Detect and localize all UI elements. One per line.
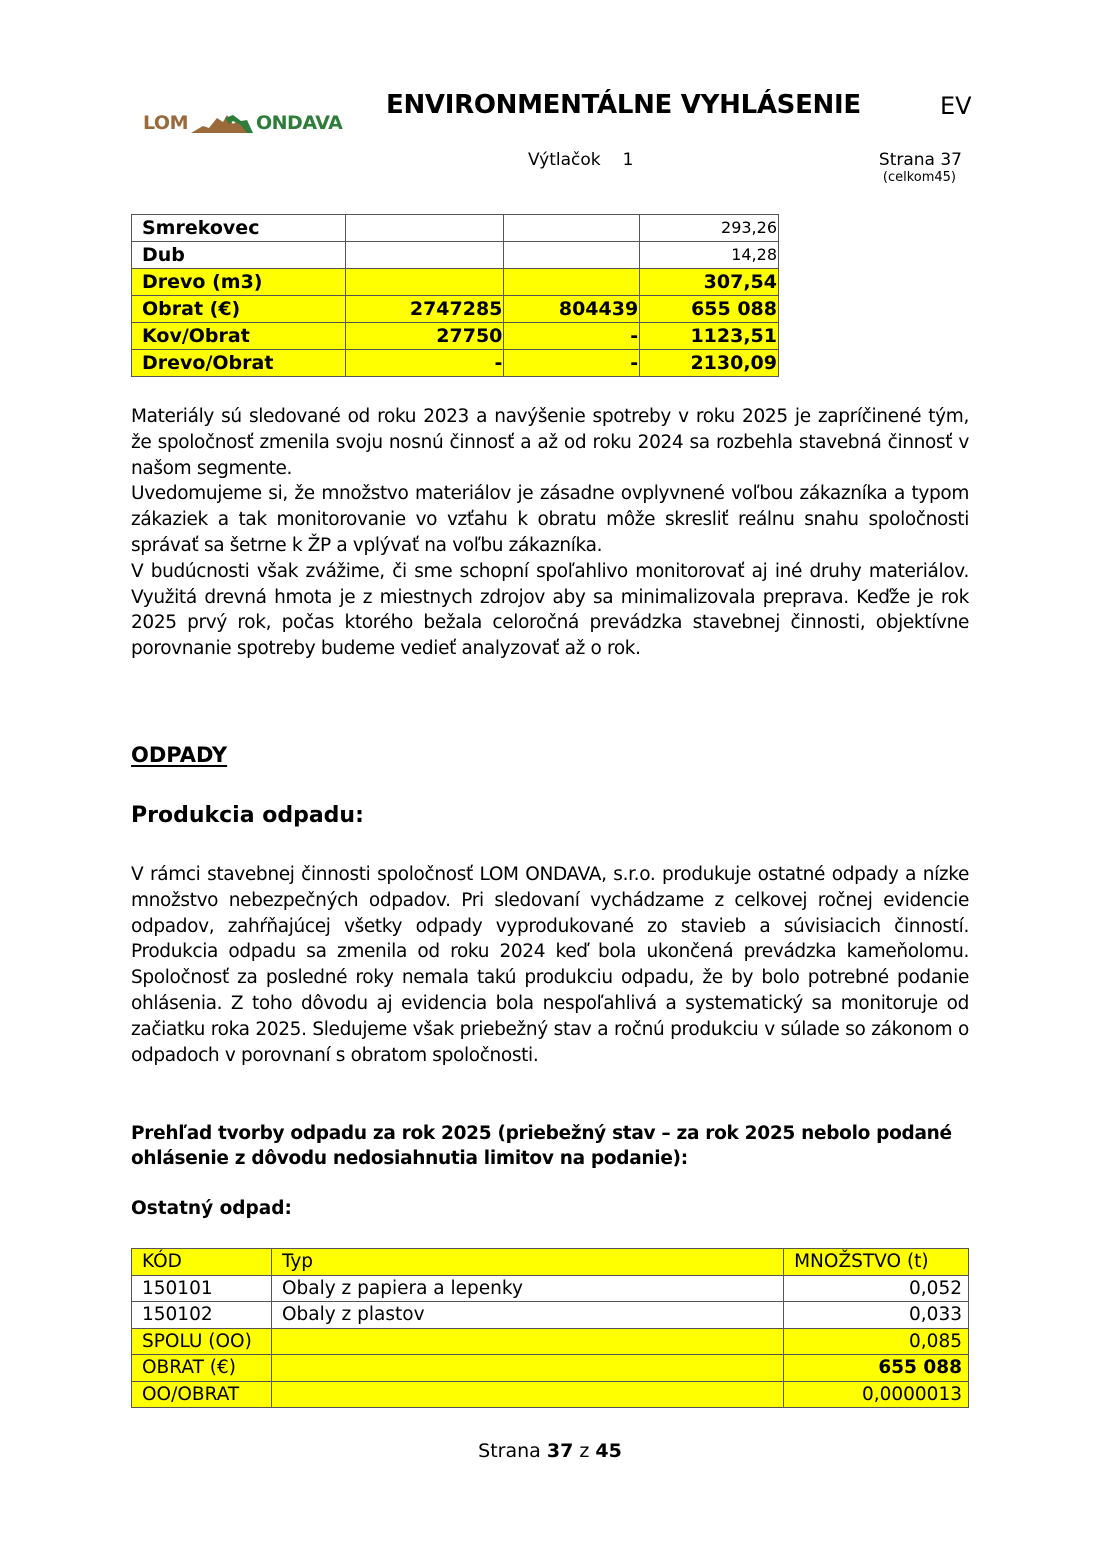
row-label: Dub <box>132 242 346 269</box>
cell-code: OBRAT (€) <box>132 1355 272 1382</box>
cell-qty: 0,085 <box>784 1328 969 1355</box>
cell: 804439 <box>504 296 640 323</box>
document-title: ENVIRONMENTÁLNE VYHLÁSENIE <box>386 90 861 120</box>
company-logo <box>143 108 343 138</box>
cell: - <box>345 350 504 377</box>
logo-text-lom: LOM <box>143 112 188 134</box>
cell <box>504 269 640 296</box>
table-row <box>132 296 779 323</box>
cell-value: 1123,51 <box>640 323 779 350</box>
cell-value: 2130,09 <box>640 350 779 377</box>
footer-page: 37 <box>546 1440 574 1462</box>
cell <box>504 215 640 242</box>
table-row <box>132 1275 969 1302</box>
column-header: MNOŽSTVO (t) <box>784 1249 969 1276</box>
paragraph: V budúcnosti však zvážime, či sme schopní spoľahlivo monitorovať aj iné druhy materiálov. Využitá drevná hmota je z miestnych zdrojov aby sa minimalizovala preprava. Keďže je rok 2025 prvý rok, počas ktorého bežala celoročná prevádzka stavebnej činnosti, objektívne porovnanie spotreby budeme vedieť analyzovať až o rok. <box>131 560 969 660</box>
materials-text <box>131 404 969 662</box>
row-label: Smrekovec <box>132 215 346 242</box>
cell-value: 307,54 <box>640 269 779 296</box>
footer-sep: z <box>579 1440 590 1462</box>
materials-table <box>131 214 779 377</box>
waste-intro <box>131 862 969 1068</box>
subsection-heading: Produkcia odpadu: <box>131 803 364 828</box>
cell-type <box>271 1355 783 1382</box>
cell-code: OO/OBRAT <box>132 1381 272 1408</box>
row-label: Kov/Obrat <box>132 323 346 350</box>
cell-type <box>271 1328 783 1355</box>
table-row <box>132 269 779 296</box>
row-label: Obrat (€) <box>132 296 346 323</box>
table-row <box>132 1302 969 1329</box>
footer-total: 45 <box>595 1440 622 1462</box>
cell: - <box>504 350 640 377</box>
cell-value: 293,26 <box>640 215 779 242</box>
cell-code: 150101 <box>132 1275 272 1302</box>
cell <box>504 242 640 269</box>
copy-label: Výtlačok <box>528 150 601 170</box>
cell-value: 14,28 <box>640 242 779 269</box>
document-code: EV <box>940 92 972 120</box>
table-row <box>132 350 779 377</box>
cell-code: 150102 <box>132 1302 272 1329</box>
cell-value: 655 088 <box>640 296 779 323</box>
paragraph: V rámci stavebnej činnosti spoločnosť LOM ONDAVA, s.r.o. produkuje ostatné odpady a nízke množstvo nebezpečných odpadov. Pri sledovaní vychádzame z celkovej ročnej evidencie odpadov, zahŕňajúcej všetky odpady vyprodukované zo stavieb a súvisiacich činností. Produkcia odpadu sa zmenila od roku 2024 keď bola ukončená prevádzka kameňolomu. Spoločnosť za posledné roky nemala takú produkciu odpadu, že by bolo potrebné podanie ohlásenia. Z toho dôvodu aj evidencia bola nespoľahlivá a systematický sa monitoruje od začiatku roka 2025. Sledujeme však priebežný stav a ročnú produkciu v súlade so zákonom o odpadoch v porovnaní s obratom spoločnosti. <box>131 864 969 1066</box>
footer-prefix: Strana <box>478 1440 541 1462</box>
column-header: Typ <box>271 1249 783 1276</box>
copy-number: 1 <box>622 150 634 170</box>
row-label: Drevo (m3) <box>132 269 346 296</box>
cell-qty: 0,033 <box>784 1302 969 1329</box>
overview-heading: Prehľad tvorby odpadu za rok 2025 (priebežný stav – za rok 2025 nebolo podané ohlásenie z dôvodu nedosiahnutia limitov na podanie): <box>131 1123 952 1169</box>
table-row <box>132 1381 969 1408</box>
cell: 27750 <box>345 323 504 350</box>
table-row <box>132 323 779 350</box>
table-row <box>132 1328 969 1355</box>
page-info <box>874 150 962 185</box>
paragraph: Materiály sú sledované od roku 2023 a navýšenie spotreby v roku 2025 je zapríčinené tým, že spoločnosť zmenila svoju nosnú činnosť a až od roku 2024 sa rozbehla stavebná činnosť v našom segmente. <box>131 406 969 479</box>
cell-code: SPOLU (OO) <box>132 1328 272 1355</box>
cell-type <box>271 1381 783 1408</box>
other-waste-label: Ostatný odpad: <box>131 1198 292 1219</box>
cell-type: Obaly z papiera a lepenky <box>271 1275 783 1302</box>
copy-info <box>528 150 633 170</box>
paragraph: Uvedomujeme si, že množstvo materiálov je zásadne ovplyvnené voľbou zákazníka a typom zákaziek a tak monitorovanie vo vzťahu k obratu môže skresliť reálnu snahu spoločnosti správať sa šetrne k ŽP a vplývať na voľbu zákazníka. <box>131 483 969 556</box>
waste-table <box>131 1248 969 1408</box>
table-row <box>132 242 779 269</box>
table-row <box>132 1355 969 1382</box>
cell <box>345 242 504 269</box>
logo-text-ondava: ONDAVA <box>256 112 343 134</box>
cell-qty: 0,052 <box>784 1275 969 1302</box>
cell-qty: 655 088 <box>784 1355 969 1382</box>
row-label: Drevo/Obrat <box>132 350 346 377</box>
cell <box>345 269 504 296</box>
page-total: (celkom45) <box>882 170 956 185</box>
cell-qty: 0,0000013 <box>784 1381 969 1408</box>
cell-type: Obaly z plastov <box>271 1302 783 1329</box>
cell: 2747285 <box>345 296 504 323</box>
table-row <box>132 215 779 242</box>
page-label: Strana 37 <box>878 150 962 170</box>
mountain-icon <box>189 112 255 134</box>
section-heading: ODPADY <box>131 743 228 767</box>
column-header: KÓD <box>132 1249 272 1276</box>
cell: - <box>504 323 640 350</box>
page-footer <box>0 1440 1100 1462</box>
table-header-row <box>132 1249 969 1276</box>
cell <box>345 215 504 242</box>
